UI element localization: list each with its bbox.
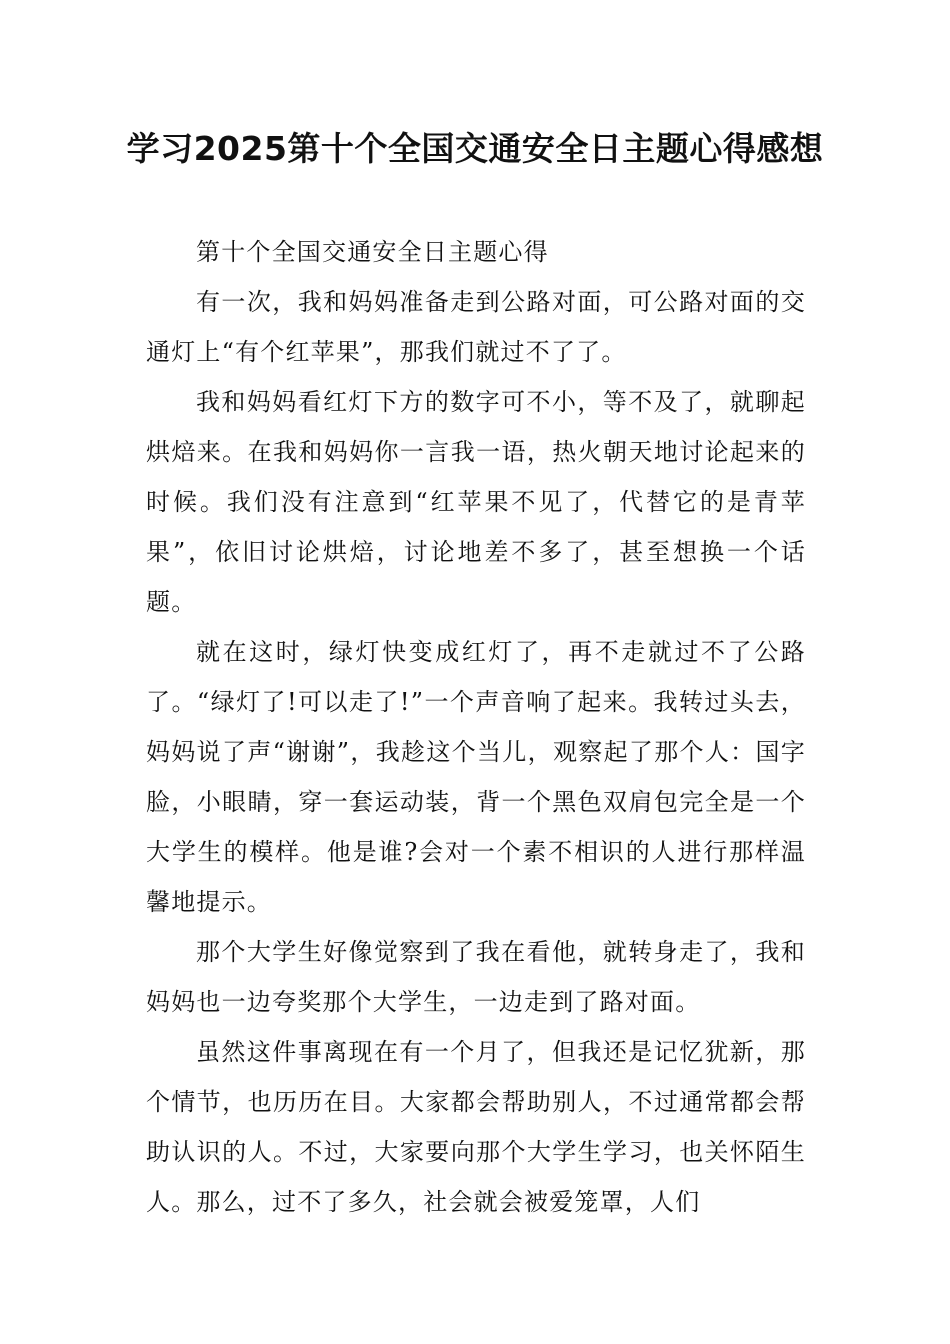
paragraph: 虽然这件事离现在有一个月了，但我还是记忆犹新，那个情节，也历历在目。大家都会帮助别人，不过通常都会帮助认识的人。不过，大家要向那个大学生学习，也关怀陌生人。那么，过不了多久，社会就会被爱笼罩，人们 (146, 1038, 806, 1216)
paragraph: 就在这时，绿灯快变成红灯了，再不走就过不了公路了。“绿灯了!可以走了!”一个声音响了起来。我转过头去，妈妈说了声“谢谢”，我趁这个当儿，观察起了那个人：国字脸，小眼睛，穿一套运动装，背一个黑色双肩包完全是一个大学生的模样。他是谁?会对一个素不相识的人进行那样温馨地提示。 (146, 638, 806, 916)
document-body (146, 227, 806, 1227)
paragraph: 我和妈妈看红灯下方的数字可不小，等不及了，就聊起烘焙来。在我和妈妈你一言我一语，热火朝天地讨论起来的时候。我们没有注意到“红苹果不见了，代替它的是青苹果”，依旧讨论烘焙，讨论地差不多了，甚至想换一个话题。 (146, 388, 806, 616)
document-title: 学习2025第十个全国交通安全日主题心得感想 (126, 129, 824, 168)
paragraph-subtitle: 第十个全国交通安全日主题心得 (196, 238, 549, 266)
paragraph: 有一次，我和妈妈准备走到公路对面，可公路对面的交通灯上“有个红苹果”，那我们就过不了了。 (146, 288, 806, 366)
paragraph: 那个大学生好像觉察到了我在看他，就转身走了，我和妈妈也一边夸奖那个大学生，一边走到了路对面。 (146, 938, 806, 1016)
